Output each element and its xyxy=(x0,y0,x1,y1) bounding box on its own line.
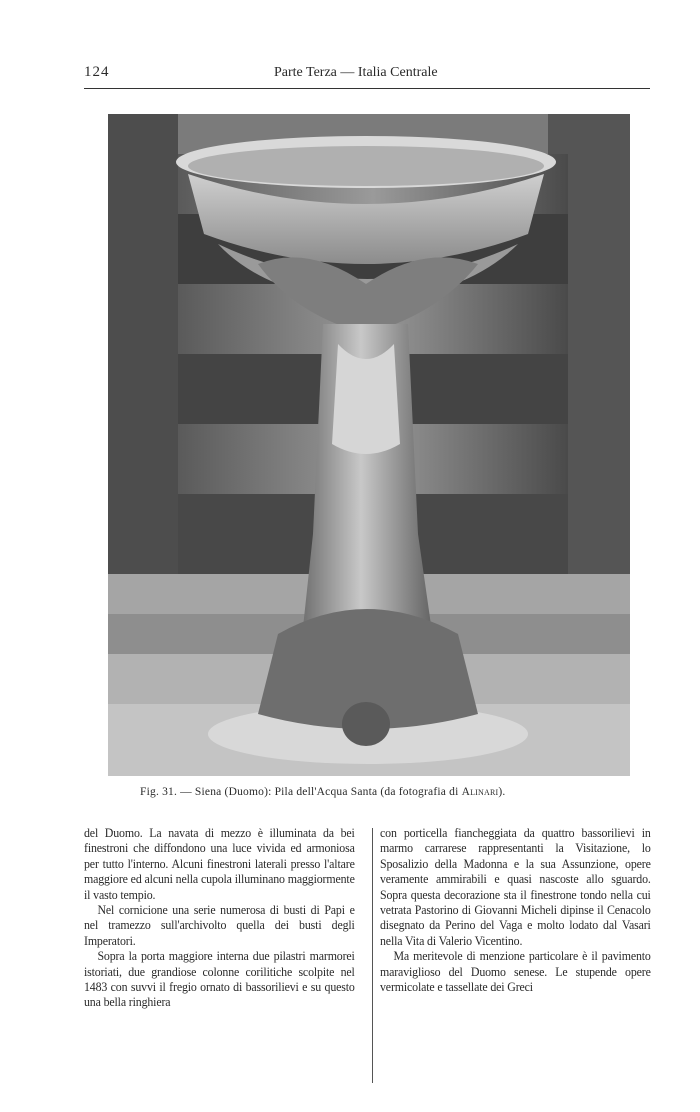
caption-credit: Alinari xyxy=(461,786,499,798)
paragraph: con porticella fiancheggiata da quattro bassorilievi in marmo carrarese rappresentanti la Visitazione, lo Sposalizio della Madonna e la sua Assunzione, opere veramente ammirabili e quasi nascoste allo sguardo. Sopra questa decorazione sta il finestrone tondo nella cui vetrata Pastorino di Giovanni Micheli dipinse il Cenacolo disegnato da Perino del Vaga e molto lodato dal Vasari nella Vita di Valerio Vicentino. xyxy=(380,826,651,948)
paragraph: Ma meritevole di menzione particolare è il pavimento maraviglioso del Duomo senese. Le stupende opere vermicolate e tassellate dei Greci xyxy=(380,949,651,995)
paragraph: Nel cornicione una serie numerosa di busti di Papi e nel tramezzo sull'archivolto quella dei busti degli Imperatori. xyxy=(84,903,355,948)
figure-caption xyxy=(140,786,610,798)
running-header xyxy=(84,64,650,89)
caption-text: Fig. 31. — Siena (Duomo): Pila dell'Acqua Santa (da fotografia di xyxy=(140,786,462,798)
page-number: 124 xyxy=(84,64,110,80)
paragraph: Sopra la porta maggiore interna due pilastri marmorei istoriati, due grandiose colonne corilitiche scolpite nel 1483 con suvvi il fregio ornato di bassorilievi e su questo una bella ringhiera xyxy=(84,949,355,1010)
text-column-left xyxy=(84,826,355,1011)
paragraph: del Duomo. La navata di mezzo è illuminata da bei finestroni che diffondono una luce vivida ed armoniosa per tutto l'interno. Alcuni finestroni laterali presso l'altare maggiore ed alcuni nella cupola illuminano maggiormente il vasto tempio. xyxy=(84,826,355,902)
running-title: Parte Terza — Italia Centrale xyxy=(274,65,438,80)
text-column-right xyxy=(380,826,651,995)
figure-photograph-holy-water-font xyxy=(108,114,630,776)
column-divider xyxy=(372,828,373,1083)
caption-suffix: ). xyxy=(498,786,506,798)
